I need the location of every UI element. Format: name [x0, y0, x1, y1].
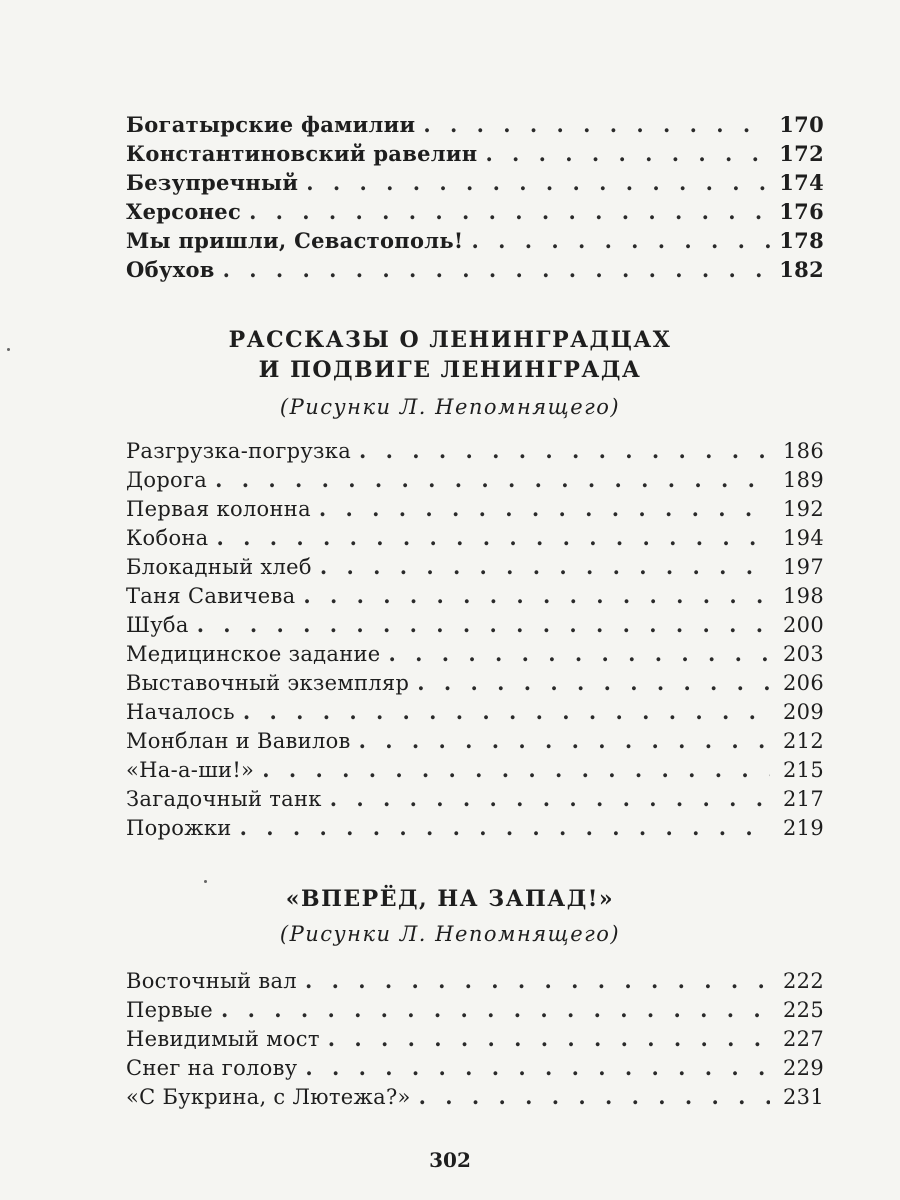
- toc-entry: [126, 639, 824, 668]
- toc-entry: [126, 1024, 824, 1053]
- dot-leader: [417, 668, 770, 697]
- entry-page: 222: [783, 969, 824, 993]
- toc-entry: [126, 110, 824, 139]
- entry-title: Невидимый мост: [126, 1027, 320, 1051]
- entry-title: Мы пришли, Севастополь!: [126, 228, 464, 253]
- toc-group-2: [126, 436, 824, 842]
- toc-entry: [126, 1053, 824, 1082]
- dot-leader: [359, 726, 770, 755]
- dot-leader: [217, 523, 771, 552]
- entry-title: «На-а-ши!»: [126, 758, 255, 782]
- entry-title: Медицинское задание: [126, 642, 381, 666]
- toc-entry: [126, 255, 824, 284]
- page-number: 302: [429, 1148, 471, 1172]
- toc-entry: [126, 726, 824, 755]
- entry-page: 200: [783, 613, 824, 637]
- toc-group-1: [126, 110, 824, 284]
- dot-leader: [243, 697, 770, 726]
- entry-page: 192: [783, 497, 824, 521]
- toc-entry: [126, 465, 824, 494]
- dot-leader: [249, 197, 770, 226]
- dot-leader: [419, 1082, 770, 1111]
- section-heading: И ПОДВИГЕ ЛЕНИНГРАДА: [258, 357, 642, 383]
- entry-page: 231: [783, 1085, 824, 1109]
- entry-page: 186: [783, 439, 824, 463]
- toc-entry: [126, 494, 824, 523]
- entry-title: Первая колонна: [126, 497, 311, 521]
- entry-title: Константиновский равелин: [126, 141, 478, 166]
- entry-title: Началось: [126, 700, 235, 724]
- entry-title: Херсонес: [126, 199, 242, 224]
- entry-title: Шуба: [126, 613, 189, 637]
- entry-page: 217: [783, 787, 824, 811]
- section-heading: РАССКАЗЫ О ЛЕНИНГРАДЦАХ: [228, 327, 672, 353]
- entry-page: 219: [783, 816, 824, 840]
- dot-leader: [319, 494, 770, 523]
- dot-leader: [262, 755, 770, 784]
- dot-leader: [215, 465, 770, 494]
- toc-entry: [126, 784, 824, 813]
- toc-entry: [126, 995, 824, 1024]
- toc-entry: [126, 966, 824, 995]
- toc-entry: [126, 197, 824, 226]
- entry-title: Обухов: [126, 257, 215, 282]
- dust-speck: [204, 880, 207, 883]
- dot-leader: [305, 1053, 770, 1082]
- toc-entry: [126, 581, 824, 610]
- entry-title: Таня Савичева: [126, 584, 296, 608]
- entry-title: Загадочный танк: [126, 787, 322, 811]
- toc-entry: [126, 697, 824, 726]
- entry-page: 225: [783, 998, 824, 1022]
- entry-title: Снег на голову: [126, 1056, 298, 1080]
- entry-page: 178: [779, 228, 824, 253]
- entry-page: 215: [783, 758, 824, 782]
- section-heading: «ВПЕРЁД, НА ЗАПАД!»: [285, 886, 615, 912]
- toc-entry: [126, 139, 824, 168]
- dot-leader: [223, 255, 770, 284]
- entry-title: Дорога: [126, 468, 208, 492]
- toc-group-3: [126, 966, 824, 1111]
- toc-entry: [126, 813, 824, 842]
- entry-title: Выставочный экземпляр: [126, 671, 410, 695]
- entry-page: 227: [783, 1027, 824, 1051]
- toc-entry: [126, 226, 824, 255]
- entry-page: 189: [783, 468, 824, 492]
- dot-leader: [471, 226, 770, 255]
- entry-page: 182: [779, 257, 824, 282]
- entry-page: 212: [783, 729, 824, 753]
- entry-page: 209: [783, 700, 824, 724]
- section-subtitle: (Рисунки Л. Непомнящего): [279, 922, 621, 946]
- dot-leader: [197, 610, 770, 639]
- dot-leader: [485, 139, 770, 168]
- section-subtitle: (Рисунки Л. Непомнящего): [279, 395, 621, 419]
- toc-entry: [126, 755, 824, 784]
- dot-leader: [389, 639, 770, 668]
- entry-title: Первые: [126, 998, 213, 1022]
- dot-leader: [305, 966, 770, 995]
- dot-leader: [320, 552, 770, 581]
- dot-leader: [303, 581, 770, 610]
- entry-title: Блокадный хлеб: [126, 555, 312, 579]
- entry-page: 170: [779, 112, 824, 137]
- dot-leader: [423, 110, 770, 139]
- entry-page: 172: [779, 141, 824, 166]
- entry-title: Порожки: [126, 816, 232, 840]
- dot-leader: [240, 813, 770, 842]
- entry-page: 176: [779, 199, 824, 224]
- toc-entry: [126, 1082, 824, 1111]
- entry-title: «С Букрина, с Лютежа?»: [126, 1085, 411, 1109]
- dot-leader: [221, 995, 770, 1024]
- toc-entry: [126, 436, 824, 465]
- entry-title: Кобона: [126, 526, 209, 550]
- entry-page: 174: [779, 170, 824, 195]
- entry-title: Богатырские фамилии: [126, 112, 416, 137]
- toc-entry: [126, 610, 824, 639]
- toc-entry: [126, 668, 824, 697]
- toc-entry: [126, 523, 824, 552]
- entry-title: Монблан и Вавилов: [126, 729, 351, 753]
- entry-page: 194: [783, 526, 824, 550]
- dot-leader: [306, 168, 770, 197]
- dot-leader: [328, 1024, 770, 1053]
- entry-title: Разгрузка-погрузка: [126, 439, 352, 463]
- dot-leader: [330, 784, 770, 813]
- entry-page: 229: [783, 1056, 824, 1080]
- toc-entry: [126, 552, 824, 581]
- entry-page: 198: [783, 584, 824, 608]
- entry-page: 206: [783, 671, 824, 695]
- entry-page: 203: [783, 642, 824, 666]
- entry-title: Безупречный: [126, 170, 299, 195]
- entry-page: 197: [783, 555, 824, 579]
- entry-title: Восточный вал: [126, 969, 297, 993]
- dot-leader: [359, 436, 770, 465]
- toc-entry: [126, 168, 824, 197]
